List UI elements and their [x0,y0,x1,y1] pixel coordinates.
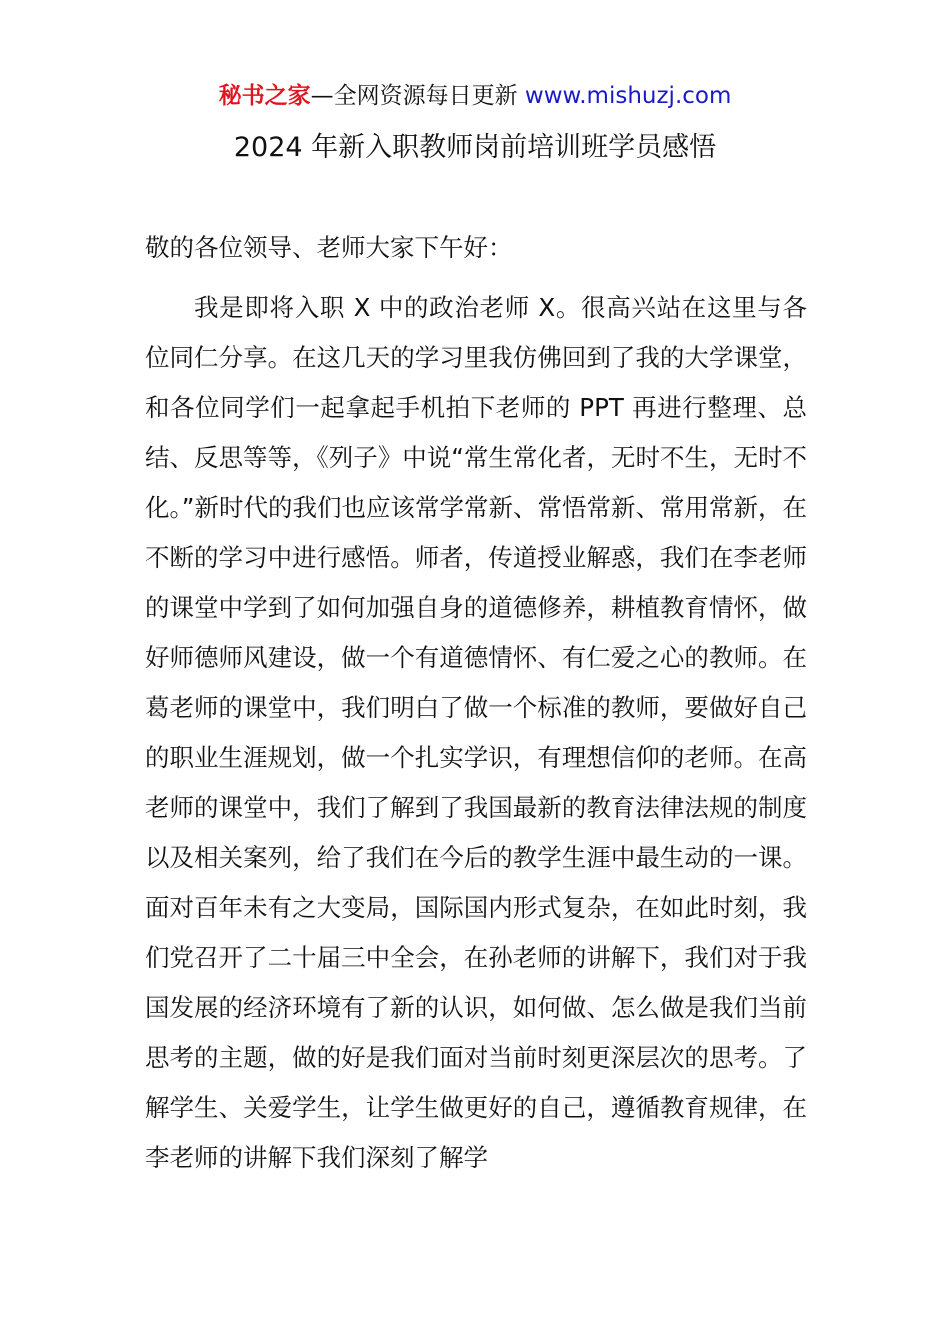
site-header [0,80,950,112]
site-url-link[interactable]: www.mishuzj.com [524,83,732,109]
document-body [145,220,807,1183]
greeting-line: 敬的各位领导、老师大家下午好： [145,233,513,262]
header-tagline: —全网资源每日更新 [310,83,518,109]
brand-name: 秘书之家 [218,83,311,109]
document-title: 2024 年新入职教师岗前培训班学员感悟 [233,132,717,163]
body-paragraph: 我是即将入职 X 中的政治老师 X。很高兴站在这里与各位同仁分享。在这几天的学习里我仿佛回到了我的大学课堂，和各位同学们一起拿起手机拍下老师的 PPT 再进行整理、总结、反思等等，《列子》中说“常生常化者，无时不生，无时不化。”新时代的我们也应该常学常新、常悟常新、常用常新，在不断的学习中进行感悟。师者，传道授业解惑，我们在李老师的课堂中学到了如何加强自身的道德修养，耕植教育情怀，做好师德师风建设，做一个有道德情怀、有仁爱之心的教师。在葛老师的课堂中，我们明白了做一个标准的教师，要做好自己的职业生涯规划，做一个扎实学识，有理想信仰的老师。在高老师的课堂中，我们了解到了我国最新的教育法律法规的制度以及相关案列，给了我们在今后的教学生涯中最生动的一课。面对百年未有之大变局，国际国内形式复杂，在如此时刻，我们党召开了二十届三中全会，在孙老师的讲解下，我们对于我国发展的经济环境有了新的认识，如何做、怎么做是我们当前思考的主题，做的好是我们面对当前时刻更深层次的思考。了解学生、关爱学生，让学生做更好的自己，遵循教育规律，在李老师的讲解下我们深刻了解学 [145,293,807,1172]
